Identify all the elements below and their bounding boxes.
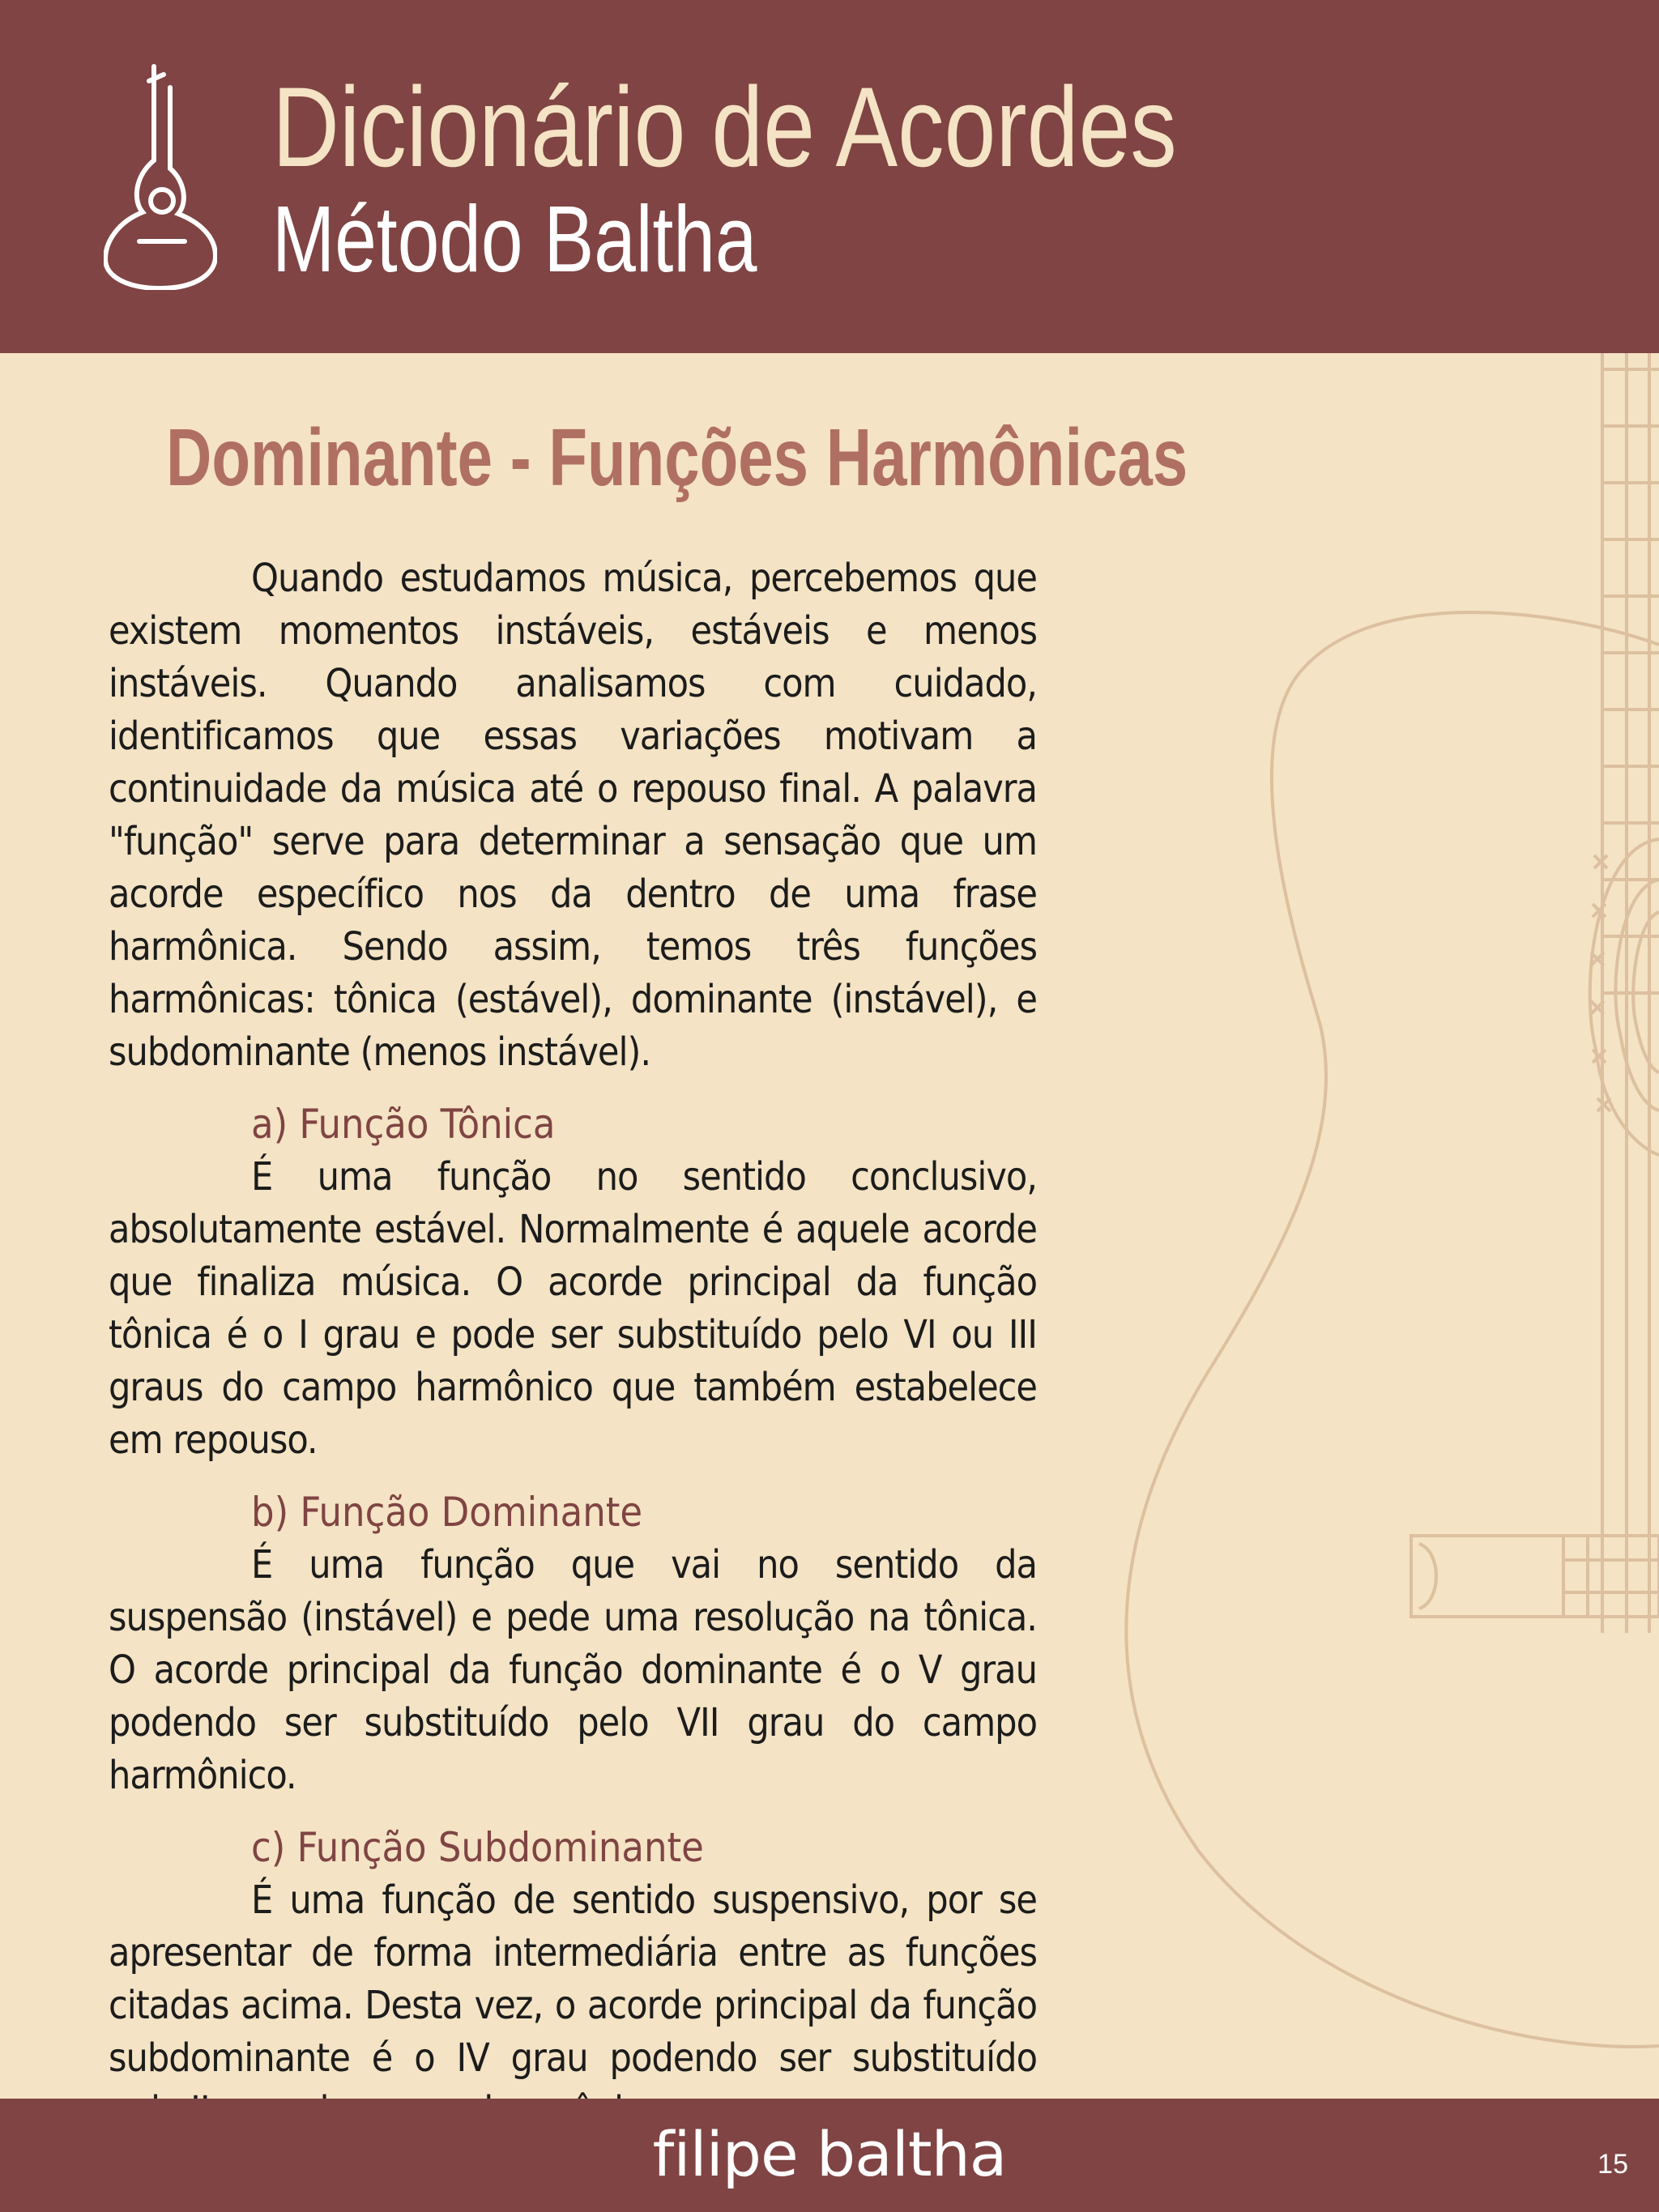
header-band — [0, 0, 1659, 353]
guitar-logo-icon — [104, 63, 217, 290]
section-text-tonica: É uma função no sentido conclusivo, absolutamente estável. Normalmente é aquele acorde que finaliza música. O acorde principal da função tônica é o I grau e pode ser substituído pelo VI ou III graus do campo harmônico que também estabelece em repouso. — [109, 1154, 1037, 1463]
document-subtitle: Método Baltha — [272, 186, 757, 292]
section-title-tonica: a) Função Tônica — [251, 1101, 556, 1148]
body-text — [109, 552, 1037, 2137]
guitar-illustration — [1102, 353, 1659, 2099]
page-heading: Dominante - Funções Harmônicas — [166, 412, 1188, 503]
footer-band — [0, 2099, 1659, 2212]
section-title-subdominante: c) Função Subdominante — [251, 1824, 704, 1871]
section-text-subdominante: É uma função de sentido suspensivo, por se apresentar de forma intermediária entre as funções citadas acima. Desta vez, o acorde principal da função subdominante é o IV grau podendo ser substituído — [109, 1877, 1037, 2081]
section-title-dominante: b) Função Dominante — [251, 1489, 643, 1536]
intro-paragraph: Quando estudamos música, percebemos que existem momentos instáveis, estáveis e menos instáveis. Quando analisamos com cuidado, identificamos que essas variações motivam a continuidade da música até o repouso final. A palavra "função" serve para determinar a sensação que um acorde específico nos da dentro de uma frase harmônica. Sendo assim, temos três funções harmônicas: tônica (estável), dominante (instável), e subdominante (menos instável). — [109, 556, 1037, 1075]
document-title: Dicionário de Acordes — [272, 63, 1177, 190]
page-number: 15 — [1597, 2149, 1628, 2180]
brand-name: filipe baltha — [652, 2118, 1007, 2190]
section-text-dominante: É uma função que vai no sentido da suspensão (instável) e pede uma resolução na tônica. O acorde principal da função dominante é o V grau podendo ser substituído pelo VII grau do campo harmônico. — [109, 1542, 1037, 1798]
